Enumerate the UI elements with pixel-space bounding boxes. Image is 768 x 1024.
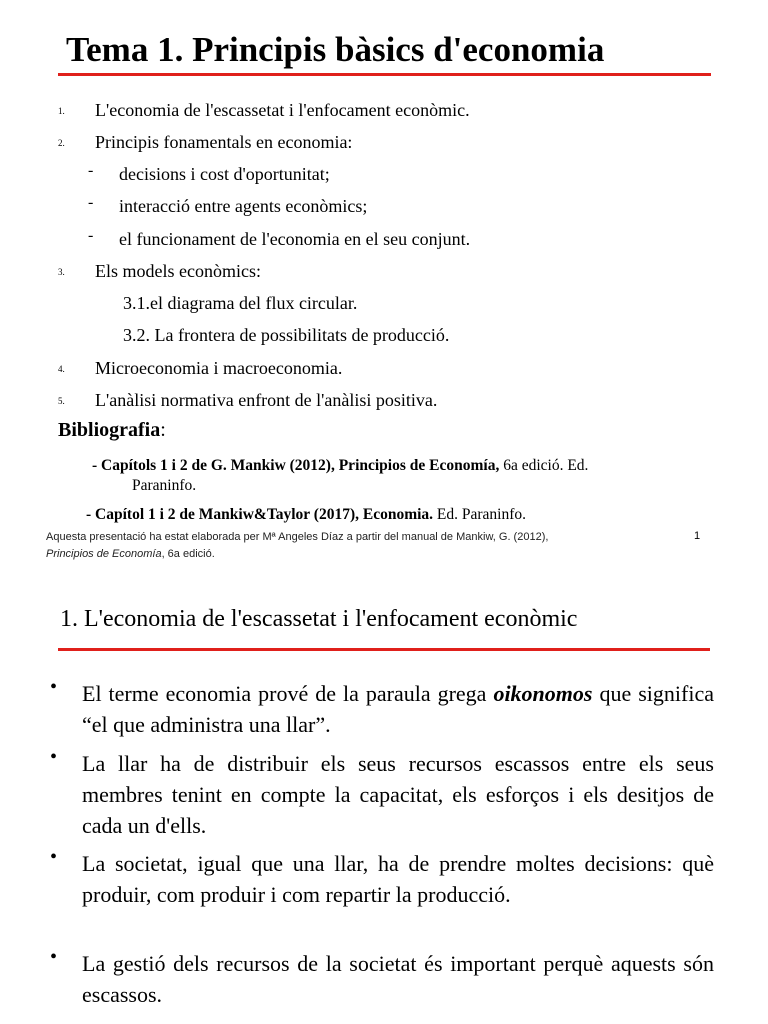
- item-text: Microeconomia i macroeconomia.: [95, 358, 343, 378]
- greek-term: oikonomos: [493, 681, 593, 706]
- slide-title: Tema 1. Principis bàsics d'economia: [66, 30, 605, 69]
- bibliography-reference: [92, 456, 722, 496]
- item-text: Principis fonamentals en economia:: [95, 132, 353, 152]
- dash-marker: -: [88, 194, 94, 211]
- bullet-text-end: que significa “el que administra una llar”.: [82, 681, 714, 737]
- bibliography-heading: [58, 419, 166, 442]
- bullet-icon: •: [50, 676, 58, 698]
- bullet-text-start: El terme economia prové de la paraula grega: [82, 681, 487, 706]
- item-text: Els models econòmics:: [95, 261, 261, 281]
- slide-2: [0, 580, 768, 1024]
- item-text: interacció entre agents econòmics;: [119, 196, 368, 216]
- item-number: 1.: [58, 106, 65, 116]
- dash-marker: -: [88, 162, 94, 179]
- title-underline: [58, 648, 710, 651]
- item-number: 5.: [58, 396, 65, 406]
- bullet-icon: •: [50, 746, 58, 768]
- footnote-edition: , 6a edició.: [161, 548, 215, 560]
- item-text: decisions i cost d'oportunitat;: [119, 164, 330, 184]
- reference-continuation: Paraninfo.: [132, 477, 197, 494]
- item-number: 3.: [58, 267, 65, 277]
- slide-title: 1. L'economia de l'escassetat i l'enfocament econòmic: [60, 606, 578, 632]
- bullet-text: La gestió dels recursos de la societat és important perquè aquests són escassos.: [82, 951, 714, 1007]
- item-text: L'anàlisi normativa enfront de l'anàlisi positiva.: [95, 390, 438, 410]
- bullet-text: [82, 678, 714, 740]
- footnote-text: Aquesta presentació ha estat elaborada per Mª Angeles Díaz a partir del manual de Mankiw, G. (2012),: [46, 531, 549, 543]
- item-text: 3.2. La frontera de possibilitats de producció.: [123, 325, 450, 345]
- reference-book-title: Principios de Economía,: [338, 457, 500, 474]
- bullet-icon: •: [50, 846, 58, 868]
- bibliography-label: Bibliografia: [58, 419, 161, 441]
- bullet-text: La societat, igual que una llar, ha de prendre moltes decisions: què produir, com produir i com repartir la producció.: [82, 851, 714, 907]
- reference-suffix: Ed. Paraninfo.: [436, 506, 527, 523]
- reference-prefix: - Capítol 1 i 2 de Mankiw&Taylor (2017),: [86, 506, 359, 523]
- bibliography-reference: [86, 505, 526, 525]
- reference-suffix: 6a edició. Ed.: [503, 457, 589, 474]
- item-text: el funcionament de l'economia en el seu conjunt.: [119, 229, 471, 249]
- item-text: 3.1.el diagrama del flux circular.: [123, 293, 358, 313]
- item-text: L'economia de l'escassetat i l'enfocament econòmic.: [95, 100, 470, 120]
- reference-book-title: Economia.: [362, 506, 434, 523]
- title-underline: [58, 73, 711, 76]
- item-number: 2.: [58, 138, 65, 148]
- bibliography-colon: :: [160, 419, 166, 441]
- bullet-icon: •: [50, 946, 58, 968]
- bullet-text: La llar ha de distribuir els seus recursos escassos entre els seus membres tenint en compte la capacitat, els esforços i els desitjos de cada un d'ells.: [82, 751, 714, 838]
- page-number: 1: [694, 530, 701, 542]
- dash-marker: -: [88, 227, 94, 244]
- item-number: 4.: [58, 364, 65, 374]
- reference-prefix: - Capítols 1 i 2 de G. Mankiw (2012),: [92, 457, 335, 474]
- footnote: [46, 529, 686, 563]
- footnote-book-title: Principios de Economía: [46, 548, 162, 560]
